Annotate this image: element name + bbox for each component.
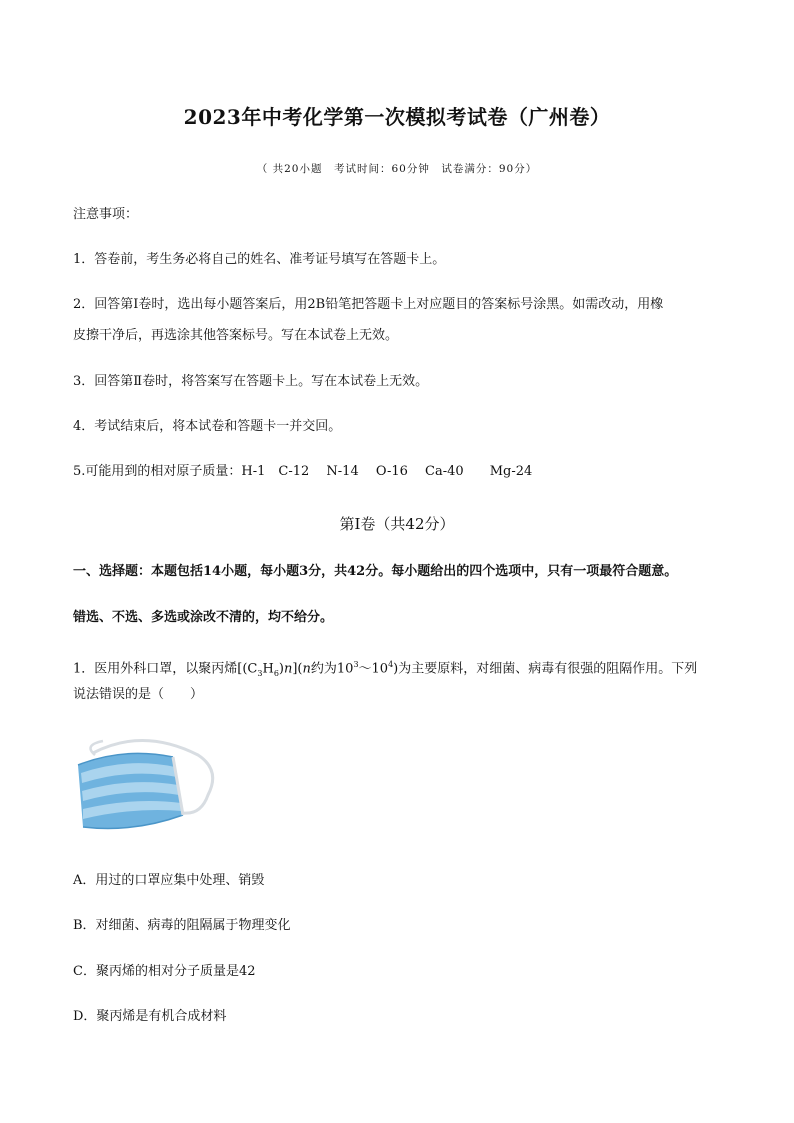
notice-item-1: 1．答卷前，考生务必将自己的姓名、准考证号填写在答题卡上。 <box>73 252 446 267</box>
exam-subtitle: （ 共20小题 考试时间：60分钟 试卷满分：90分） <box>256 163 538 175</box>
section-title: 第Ⅰ卷（共42分） <box>339 515 455 533</box>
question-1-stem: 1．医用外科口罩，以聚丙烯$[(C_3H_6)n](n$约为$10^3\sim 10^4$)为主要原料，对细菌、病毒有很强的阻隔作用。下列 <box>73 660 698 678</box>
notice-item-2-cont: 皮擦干净后，再选涂其他答案标号。写在本试卷上无效。 <box>73 328 399 343</box>
option-a: A．用过的口罩应集中处理、销毁 <box>73 873 265 888</box>
option-d: D．聚丙烯是有机合成材料 <box>73 1009 227 1024</box>
option-b: B．对细菌、病毒的阻隔属于物理变化 <box>73 918 291 933</box>
section-instruction-1: 一、选择题：本题包括14小题，每小题3分，共42分。每小题给出的四个选项中，只有一项最符合题意。 <box>73 564 678 579</box>
notice-heading: 注意事项： <box>73 207 139 222</box>
option-c: C．聚丙烯的相对分子质量是42 <box>73 964 256 979</box>
exam-title: 2023年中考化学第一次模拟考试卷（广州卷） <box>183 105 611 129</box>
question-1-stem-cont: 说法错误的是（ ） <box>73 687 204 702</box>
surgical-mask-image <box>73 735 218 845</box>
notice-item-4: 4．考试结束后，将本试卷和答题卡一并交回。 <box>73 419 342 434</box>
notice-item-2: 2．回答第Ⅰ卷时，选出每小题答案后，用2B铅笔把答题卡上对应题目的答案标号涂黑。如需改动，用橡 <box>73 297 664 312</box>
section-instruction-2: 错选、不选、多选或涂改不清的，均不给分。 <box>73 610 334 625</box>
notice-item-5: 5.可能用到的相对原子质量：H-1 C-12 N-14 O-16 Ca-40 Mg-24 <box>73 464 533 479</box>
notice-item-3: 3．回答第Ⅱ卷时，将答案写在答题卡上。写在本试卷上无效。 <box>73 374 429 389</box>
